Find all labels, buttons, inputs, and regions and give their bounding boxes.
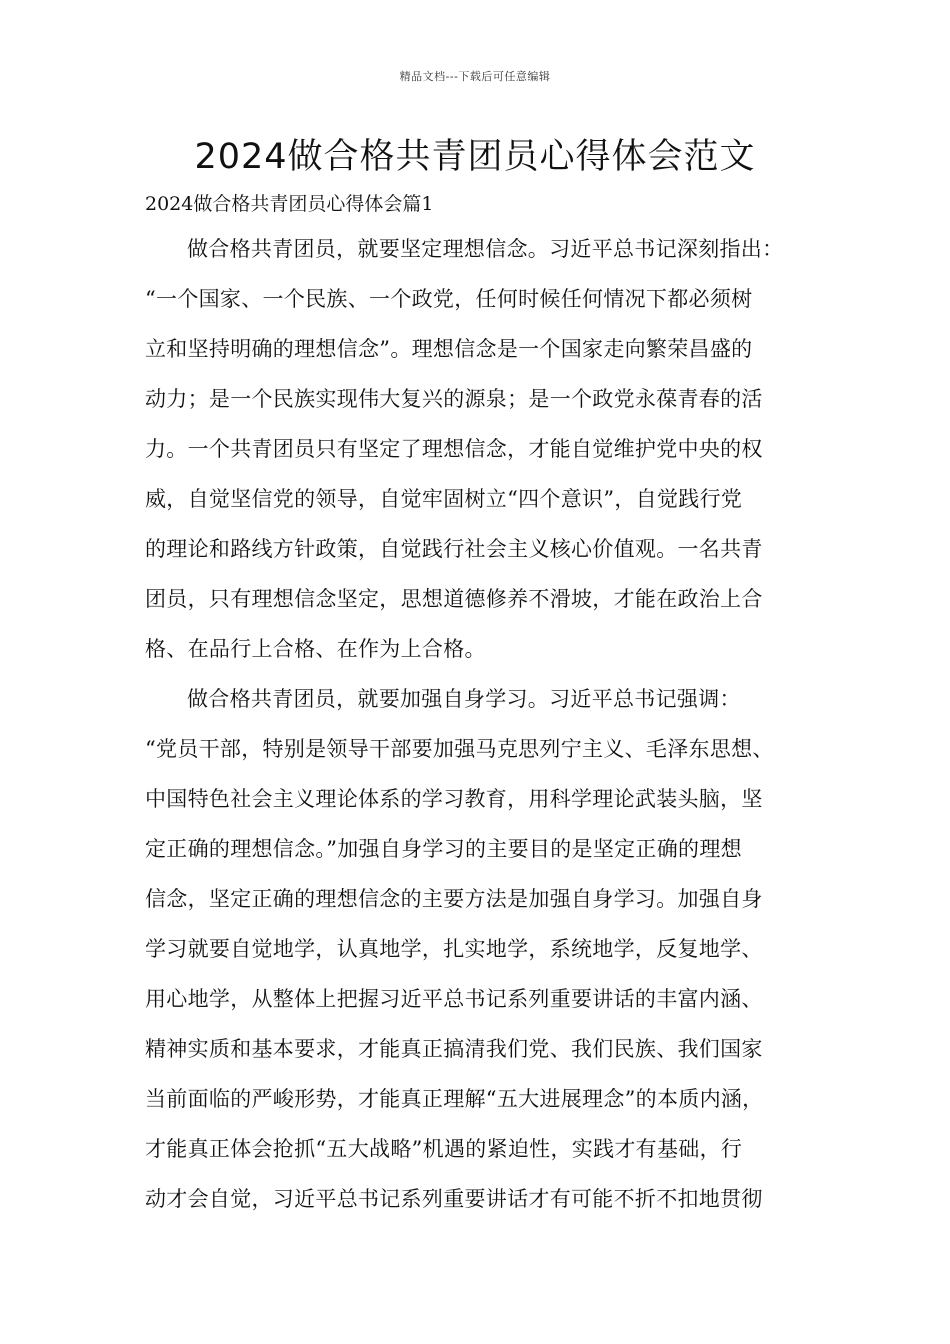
paragraph-line: 才能真正体会抢抓“五大战略”机遇的紧迫性，实践才有基础，行 <box>145 1137 743 1161</box>
paragraph-study <box>145 674 825 1224</box>
paragraph-line: 团员，只有理想信念坚定，思想道德修养不滑坡，才能在政治上合 <box>145 587 763 611</box>
paragraph-line: 定正确的理想信念。”加强自身学习的主要目的是坚定正确的理想 <box>145 837 742 861</box>
header-note: 精品文档---下载后可任意编辑 <box>399 70 551 83</box>
paragraph-line: 精神实质和基本要求，才能真正搞清我们党、我们民族、我们国家 <box>145 1037 763 1061</box>
paragraph-line: 学习就要自觉地学，认真地学，扎实地学，系统地学，反复地学、 <box>145 937 763 961</box>
paragraph-line: 中国特色社会主义理论体系的学习教育，用科学理论武装头脑，坚 <box>145 787 763 811</box>
paragraph-line: 做合格共青团员，就要坚定理想信念。习近平总书记深刻指出： <box>187 237 784 261</box>
paragraph-line: 做合格共青团员，就要加强自身学习。习近平总书记强调： <box>187 687 741 711</box>
paragraph-ideals <box>145 224 825 674</box>
paragraph-line: 动力；是一个民族实现伟大复兴的源泉；是一个政党永葆青春的活 <box>145 387 763 411</box>
paragraph-line: 立和坚持明确的理想信念”。理想信念是一个国家走向繁荣昌盛的 <box>145 337 753 361</box>
paragraph-line: 用心地学，从整体上把握习近平总书记系列重要讲话的丰富内涵、 <box>145 987 763 1011</box>
paragraph-line: 格、在品行上合格、在作为上合格。 <box>145 637 486 661</box>
paragraph-line: 的理论和路线方针政策，自觉践行社会主义核心价值观。一名共青 <box>145 537 763 561</box>
paragraph-line: 威，自觉坚信党的领导，自觉牢固树立“四个意识”，自觉践行党 <box>145 487 743 511</box>
paragraph-line: “一个国家、一个民族、一个政党，任何时候任何情况下都必须树 <box>145 287 753 311</box>
paragraph-line: “党员干部，特别是领导干部要加强马克思列宁主义、毛泽东思想、 <box>145 737 774 761</box>
section-subheading: 2024做合格共青团员心得体会篇1 <box>145 193 434 215</box>
paragraph-line: 当前面临的严峻形势，才能真正理解“五大进展理念”的本质内涵， <box>145 1087 764 1111</box>
document-title: 2024做合格共青团员心得体会范文 <box>194 137 756 177</box>
paragraph-line: 力。一个共青团员只有坚定了理想信念，才能自觉维护党中央的权 <box>145 437 763 461</box>
paragraph-line: 信念，坚定正确的理想信念的主要方法是加强自身学习。加强自身 <box>145 887 763 911</box>
paragraph-line: 动才会自觉，习近平总书记系列重要讲话才有可能不折不扣地贯彻 <box>145 1187 763 1211</box>
